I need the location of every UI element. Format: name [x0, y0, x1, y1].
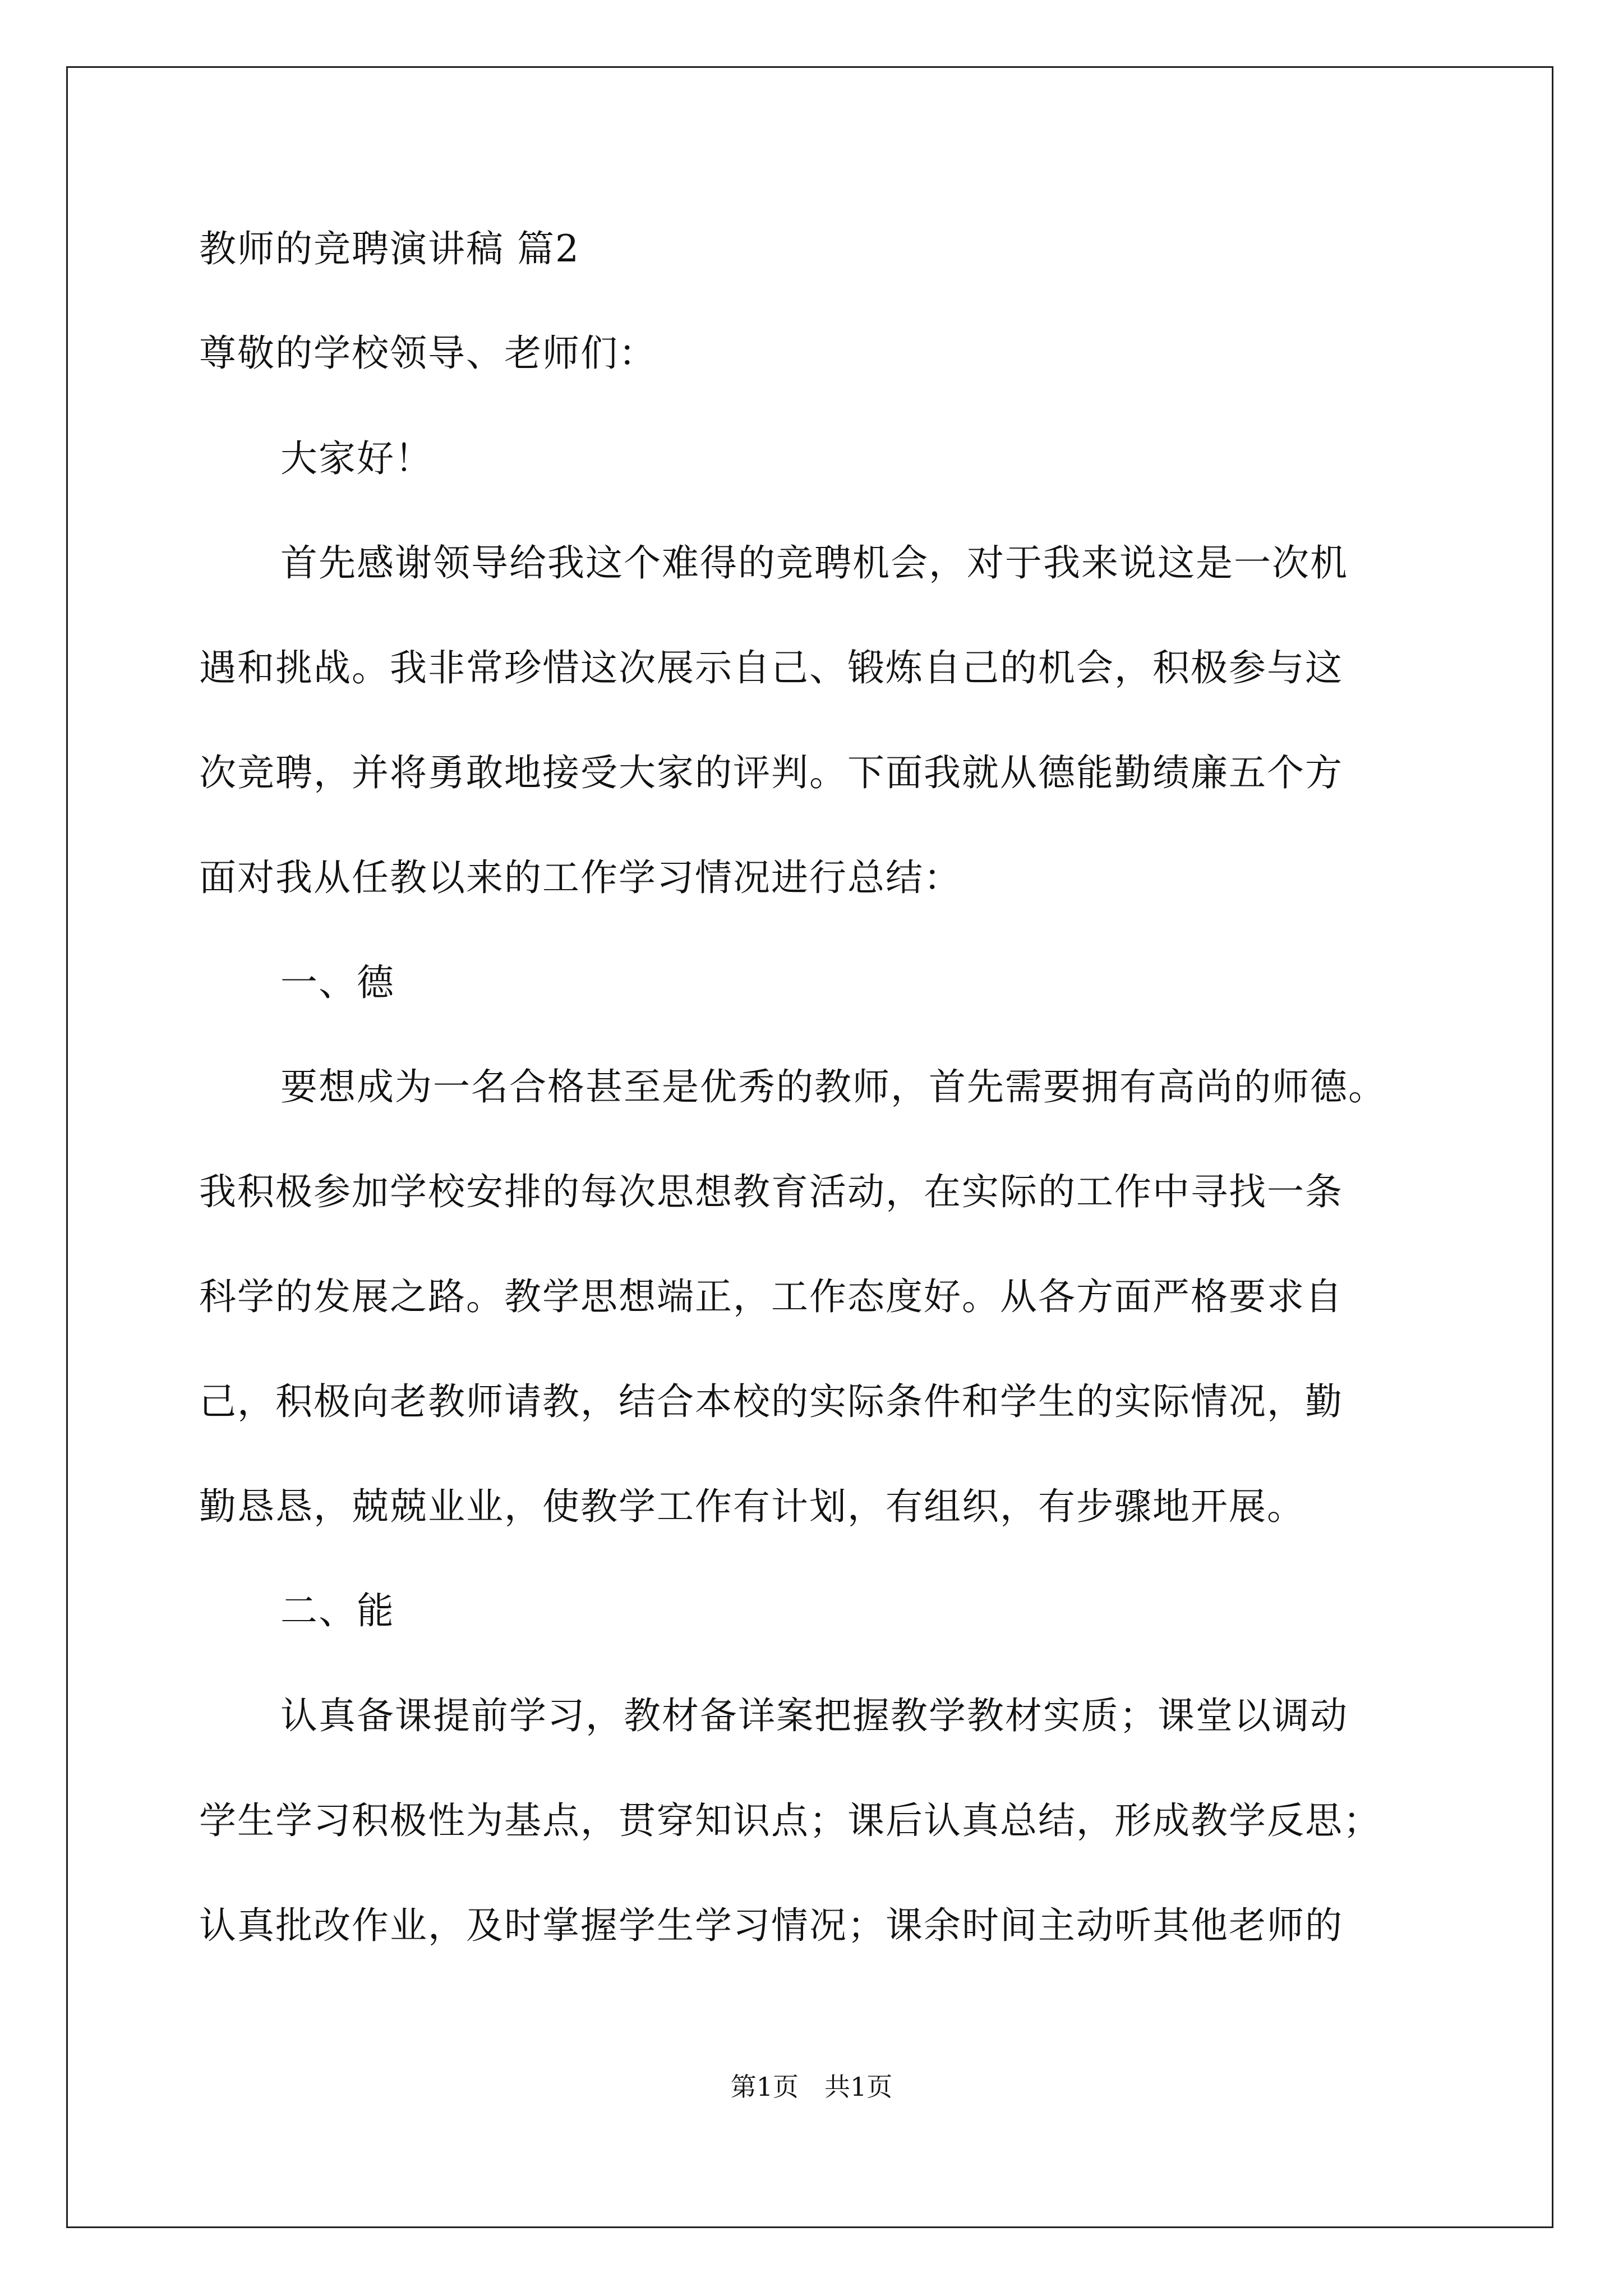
paragraph-ability-line-2: 学生学习积极性为基点，贯穿知识点；课后认真总结，形成教学反思；	[199, 1799, 1381, 1842]
page-number-footer: 第1页 共1页	[730, 2072, 893, 2102]
paragraph-intro-line-2: 遇和挑战。我非常珍惜这次展示自己、锻炼自己的机会，积极参与这	[199, 646, 1343, 689]
paragraph-intro-line-3: 次竞聘，并将勇敢地接受大家的评判。下面我就从德能勤绩廉五个方	[199, 751, 1343, 794]
paragraph-virtue-line-3: 科学的发展之路。教学思想端正，工作态度好。从各方面严格要求自	[199, 1275, 1343, 1318]
greeting: 大家好！	[280, 437, 433, 480]
paragraph-intro-line-1: 首先感谢领导给我这个难得的竞聘机会，对于我来说这是一次机	[280, 541, 1348, 585]
paragraph-virtue-line-1: 要想成为一名合格甚至是优秀的教师，首先需要拥有高尚的师德。	[280, 1065, 1386, 1108]
paragraph-virtue-line-5: 勤恳恳，兢兢业业，使教学工作有计划，有组织，有步骤地开展。	[199, 1485, 1305, 1528]
section-heading-ability: 二、能	[280, 1589, 395, 1632]
section-heading-virtue: 一、德	[280, 961, 395, 1004]
paragraph-ability-line-3: 认真批改作业，及时掌握学生学习情况；课余时间主动听其他老师的	[199, 1904, 1343, 1947]
paragraph-virtue-line-2: 我积极参加学校安排的每次思想教育活动，在实际的工作中寻找一条	[199, 1170, 1343, 1213]
document-title: 教师的竞聘演讲稿 篇2	[199, 227, 580, 270]
paragraph-ability-line-1: 认真备课提前学习，教材备详案把握教学教材实质；课堂以调动	[280, 1694, 1348, 1737]
paragraph-virtue-line-4: 己，积极向老教师请教，结合本校的实际条件和学生的实际情况，勤	[199, 1380, 1343, 1423]
salutation: 尊敬的学校领导、老师们：	[199, 332, 657, 375]
paragraph-intro-line-4: 面对我从任教以来的工作学习情况进行总结：	[199, 856, 962, 899]
